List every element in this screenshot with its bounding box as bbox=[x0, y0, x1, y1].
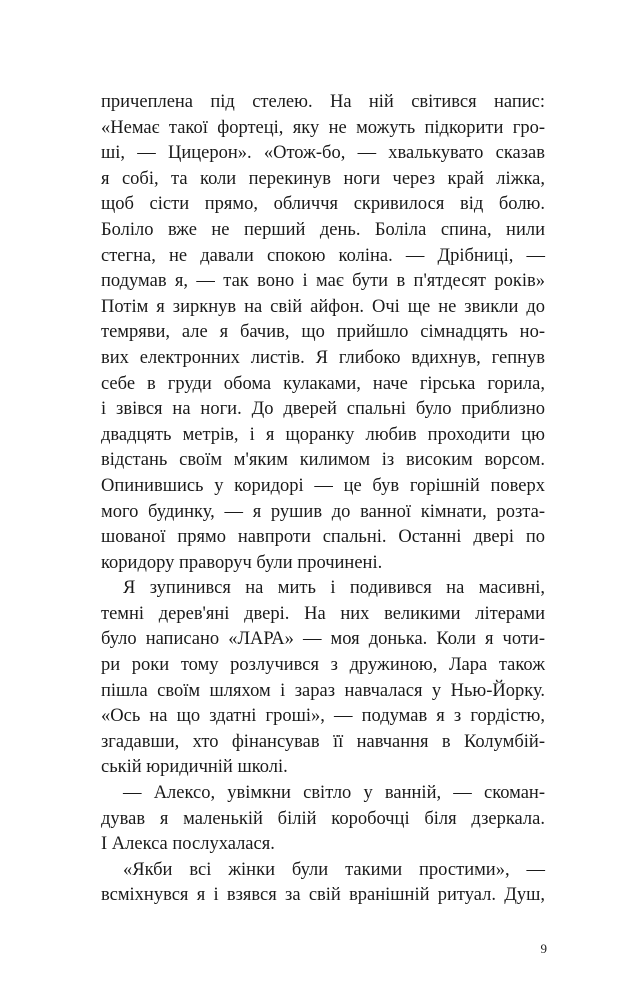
text-line: двадцять метрів, і я щоранку любив проходити цю bbox=[101, 424, 545, 445]
text-line: Потім я зиркнув на свій айфон. Очі ще не звикли до bbox=[101, 296, 545, 317]
text-line: темряви, але я бачив, що прийшло сімнадцять но- bbox=[101, 322, 545, 343]
text-line: Боліло вже не перший день. Боліла спина, нили bbox=[101, 219, 545, 240]
text-line: згадавши, хто фінансував її навчання в Колумбій- bbox=[101, 731, 545, 752]
text-line: і звівся на ноги. До дверей спальні було приблизно bbox=[101, 399, 545, 420]
text-line: — Алексо, увімкни світло у ванній, — скоман- bbox=[123, 783, 545, 804]
text-line: темні дерев'яні двері. На них великими літерами bbox=[101, 603, 545, 624]
text-line: Я зупинився на мить і подивився на масивні, bbox=[123, 578, 545, 599]
text-line: ській юридичній школі. bbox=[101, 757, 288, 778]
body-text bbox=[101, 90, 545, 909]
text-line: вих електронних листів. Я глибоко вдихнув, гепнув bbox=[101, 347, 545, 368]
text-line: ри роки тому розлучився з дружиною, Лара також bbox=[101, 655, 545, 676]
text-line: подумав я, — так воно і має бути в п'ятдесят років» bbox=[101, 271, 545, 292]
text-line: шованої прямо навпроти спальні. Останні двері по bbox=[101, 527, 545, 548]
text-line: всміхнувся я і взявся за свій вранішній ритуал. Душ, bbox=[101, 885, 545, 906]
text-line: дував я маленькій білій коробочці біля дзеркала. bbox=[101, 808, 545, 829]
text-line: «Немає такої фортеці, яку не можуть підкорити гро- bbox=[101, 117, 545, 138]
text-line: було написано «ЛАРА» — моя донька. Коли я чоти- bbox=[101, 629, 545, 650]
text-line: я собі, та коли перекинув ноги через край ліжка, bbox=[101, 168, 545, 189]
text-line: мого будинку, — я рушив до ванної кімнати, розта- bbox=[101, 501, 545, 522]
text-line: І Алекса послухалася. bbox=[101, 834, 275, 855]
text-line: себе в груди обома кулаками, наче гірська горила, bbox=[101, 373, 545, 394]
text-line: ші, — Цицерон». «Отож-бо, — хвалькувато сказав bbox=[101, 143, 545, 164]
text-line: стегна, не давали спокою коліна. — Дрібниці, — bbox=[101, 245, 545, 266]
text-line: Опинившись у коридорі — це був горішній поверх bbox=[101, 475, 545, 496]
page-number: 9 bbox=[540, 941, 547, 956]
text-line: «Ось на що здатні гроші», — подумав я з гордістю, bbox=[101, 706, 545, 727]
text-line: щоб сісти прямо, обличчя скривилося від болю. bbox=[101, 194, 545, 215]
text-line: пішла своїм шляхом і зараз навчалася у Нью-Йорку. bbox=[101, 680, 545, 701]
text-line: причеплена під стелею. На ній світився напис: bbox=[101, 92, 545, 112]
text-line: коридору праворуч були прочинені. bbox=[101, 552, 383, 573]
text-line: відстань своїм м'яким килимом із високим ворсом. bbox=[101, 450, 545, 471]
text-line: «Якби всі жінки були такими простими», — bbox=[123, 859, 545, 880]
